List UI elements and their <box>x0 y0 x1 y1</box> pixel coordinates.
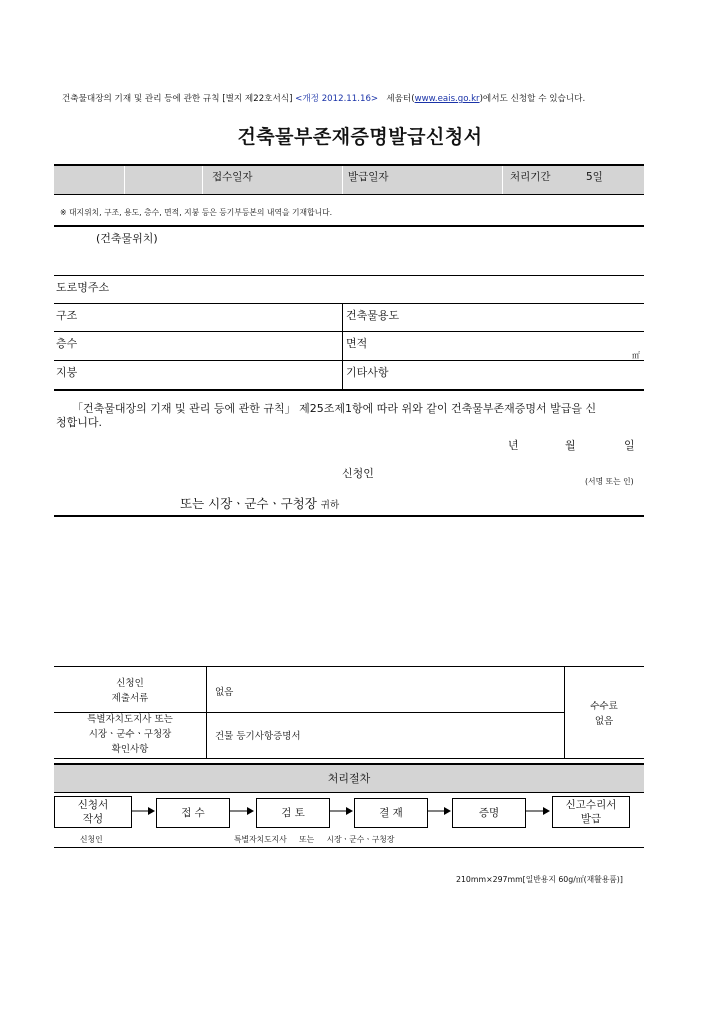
online-note-prefix: 세움터( <box>386 94 415 104</box>
rule-reference: 건축물대장의 기재 및 관리 등에 관한 규칙 [별지 제22호서식] <box>62 94 293 104</box>
building-usage-label: 건축물용도 <box>346 309 400 322</box>
declaration-text-cont: 청합니다. <box>56 416 103 429</box>
fee-label <box>564 699 644 729</box>
issued-date-label: 발급일자 <box>348 171 389 183</box>
road-address-label: 도로명주소 <box>56 281 110 294</box>
addressee-honorific: 귀하 <box>320 500 340 511</box>
step-receipt <box>156 798 230 828</box>
divider <box>54 515 644 517</box>
actor-official: 특별자치도지사 또는 시장ㆍ군수ㆍ구청장 <box>234 835 395 844</box>
divider <box>54 666 644 667</box>
divider <box>54 331 644 332</box>
divider <box>54 847 644 848</box>
day-label: 일 <box>624 439 635 452</box>
official-check-line3: 확인사항 <box>111 744 149 755</box>
official-check-line1: 특별자치도지사 또는 <box>87 714 173 725</box>
step-label: 접 수 <box>181 806 205 819</box>
applicant-documents-line2: 제출서류 <box>111 693 149 704</box>
procedure-header: 처리절차 <box>54 763 644 793</box>
official-check-line2: 시장ㆍ군수ㆍ구청장 <box>88 729 172 740</box>
official-check-value: 건물 등기사항증명서 <box>215 731 301 742</box>
step-label: 검 토 <box>281 806 305 819</box>
area-unit: ㎡ <box>632 351 640 360</box>
arrow-right-icon <box>427 806 451 816</box>
step-label: 결 재 <box>379 806 403 819</box>
paper-spec-footer: 210mm×297mm[일반용지 60g/㎡(재활용품)] <box>456 875 623 884</box>
divider <box>54 275 644 276</box>
step-label: 신고수리서 발급 <box>565 798 617 825</box>
year-label: 년 <box>508 439 519 452</box>
structure-label: 구조 <box>56 309 78 322</box>
received-date-label: 접수일자 <box>212 171 253 183</box>
processing-period-label: 처리기간 <box>510 171 551 183</box>
arrow-right-icon <box>131 806 155 816</box>
signature-hint: (서명 또는 인) <box>585 477 634 486</box>
official-check-label <box>54 712 206 757</box>
divider <box>54 225 644 227</box>
step-certificate <box>452 798 526 828</box>
eais-link[interactable]: www.eais.go.kr <box>414 94 480 104</box>
applicant-documents-value: 없음 <box>215 687 234 698</box>
online-note-suffix: )에서도 신청할 수 있습니다. <box>479 94 586 104</box>
revision-date: <개정 2012.11.16> <box>295 94 379 104</box>
applicant-documents-line1: 신청인 <box>116 678 144 689</box>
receipt-row <box>54 164 644 195</box>
arrow-right-icon <box>329 806 353 816</box>
actor-applicant: 신청인 <box>80 835 103 844</box>
divider <box>54 758 644 759</box>
fee-label-line1: 수수료 <box>590 701 618 712</box>
step-label: 증명 <box>478 806 500 819</box>
instruction-note: ※ 대지위치, 구조, 용도, 층수, 면적, 지붕 등은 등기부등본의 내역을 기재합니다. <box>60 208 333 217</box>
step-review <box>256 798 330 828</box>
arrow-right-icon <box>230 806 254 816</box>
form-header-note <box>62 92 585 104</box>
month-label: 월 <box>565 439 576 452</box>
arrow-right-icon <box>526 806 550 816</box>
step-approval <box>354 798 428 828</box>
divider <box>54 389 644 391</box>
step-issuance <box>552 796 630 828</box>
column-divider <box>342 303 343 389</box>
declaration-text: 「건축물대장의 기재 및 관리 등에 관한 규칙」 제25조제1항에 따라 위와 같이 건축물부존재증명서 발급을 신 <box>72 402 597 415</box>
floors-label: 층수 <box>56 337 78 350</box>
processing-period-value: 5일 <box>586 171 603 183</box>
building-location-label: (건축물위치) <box>96 232 158 245</box>
roof-label: 지붕 <box>56 366 78 379</box>
step-application-form <box>54 796 132 828</box>
fee-value: 없음 <box>594 716 614 727</box>
divider <box>54 360 644 361</box>
other-notes-label: 기타사항 <box>346 366 389 379</box>
applicant-documents-label <box>54 676 206 706</box>
divider <box>54 303 644 304</box>
applicant-label: 신청인 <box>342 467 374 480</box>
step-label: 신청서 작성 <box>77 798 109 825</box>
form-title: 건축물부존재증명발급신청서 <box>237 126 483 148</box>
addressee-official: 또는 시장ㆍ군수ㆍ구청장 <box>180 496 317 511</box>
addressee <box>180 494 339 512</box>
area-label: 면적 <box>346 337 368 350</box>
